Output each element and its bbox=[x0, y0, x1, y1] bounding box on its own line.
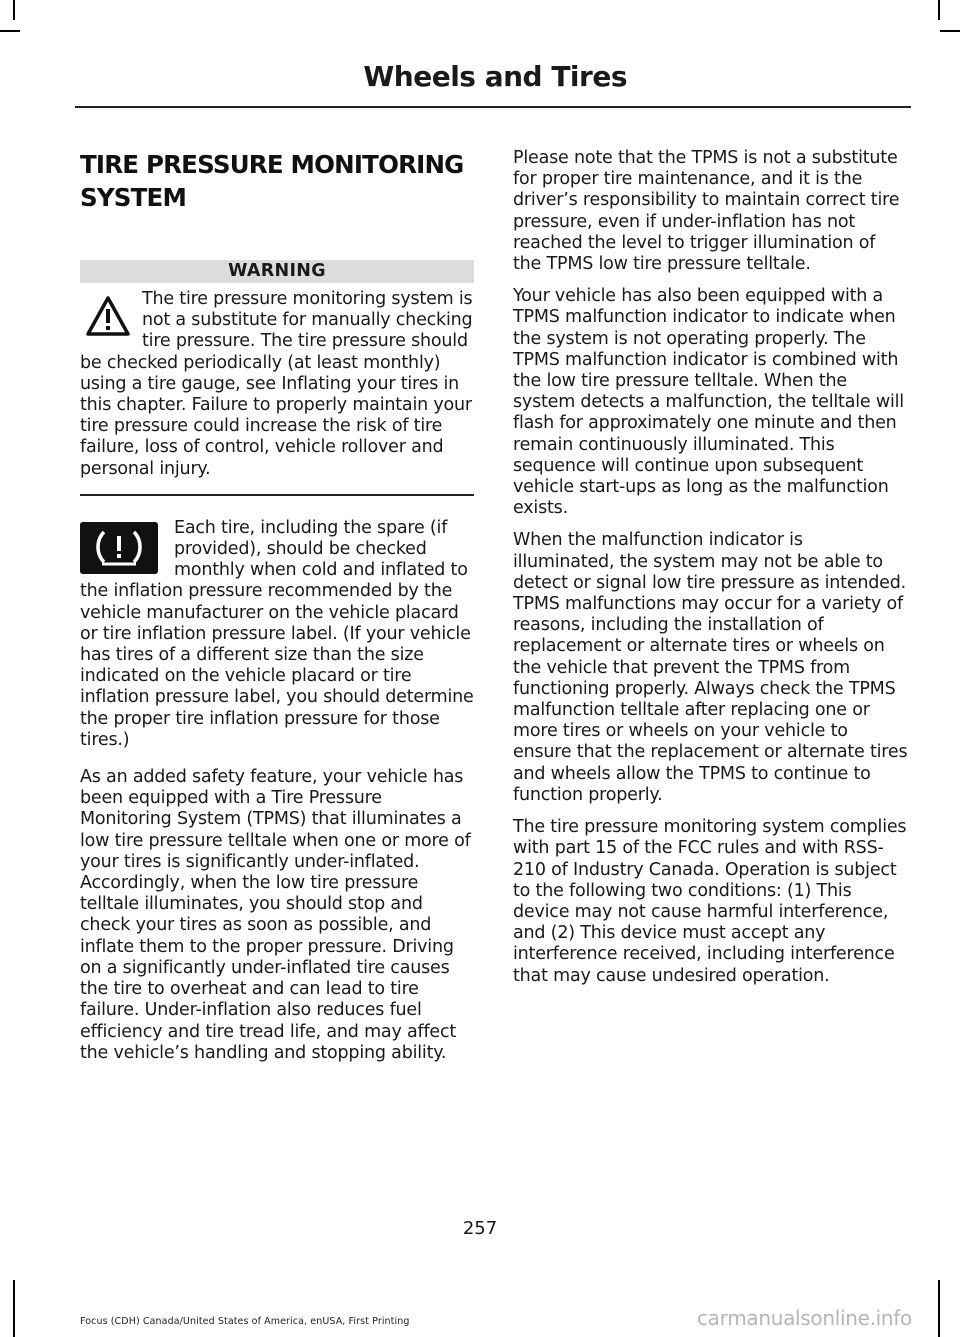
left-column bbox=[80, 148, 474, 1064]
crop-mark bbox=[13, 1280, 15, 1337]
warning-divider bbox=[80, 494, 474, 496]
page-header-title: Wheels and Tires bbox=[363, 60, 627, 93]
paragraph: As an added safety feature, your vehicle has been equipped with a Tire Pressure Monitoring System (TPMS) that illuminates a low tire pressure telltale when one or more of your tires is significantly under-inflated. Accordingly, when the low tire pressure telltale illuminates, you should stop and check your tires as soon as possible, and inflate them to the proper pressure. Driving on a significantly under-inflated tire causes the tire to overheat and can lead to tire failure. Under-inflation also reduces fuel efficiency and tire tread life, and may affect the vehicle’s handling and stopping ability. bbox=[80, 767, 471, 1063]
tire-pressure-warning-icon bbox=[80, 522, 158, 574]
crop-mark bbox=[938, 0, 940, 20]
right-column bbox=[513, 148, 908, 987]
crop-mark bbox=[938, 1280, 940, 1337]
warning-label: WARNING bbox=[80, 260, 474, 283]
page-number: 257 bbox=[462, 1218, 498, 1239]
paragraph: Please note that the TPMS is not a substitute for proper tire maintenance, and it is the driver’s responsibility to maintain correct tire pressure, even if under-inflation has not reached the level to trigger illumination of the TPMS low tire pressure telltale. bbox=[513, 148, 900, 275]
crop-mark bbox=[0, 30, 20, 32]
watermark: carmanualsonline.info bbox=[696, 1306, 912, 1330]
tpms-indicator-text: Each tire, including the spare (if provided), should be checked monthly when cold and inflated to the inflation pressure recommended by the vehicle manufacturer on the vehicle placard or tire inflation pressure label. (If your vehicle has tires of a different size than the size indicated on the vehicle placard or tire inflation pressure label, you should determine the proper tire inflation pressure for those tires.) bbox=[80, 517, 474, 750]
warning-text: The tire pressure monitoring system is not a substitute for manually checking tire pressure. The tire pressure should be checked periodically (at least monthly) using a tire gauge, see Inflating your tires in this chapter. Failure to properly maintain your tire pressure could increase the risk of tire failure, loss of control, vehicle rollover and personal injury. bbox=[80, 289, 473, 479]
paragraph: Your vehicle has also been equipped with a TPMS malfunction indicator to indicate when the system is not operating properly. The TPMS malfunction indicator is combined with the low tire pressure telltale. When the system detects a malfunction, the telltale will flash for approximately one minute and then remain continuously illuminated. This sequence will continue upon subsequent vehicle start-ups as long as the malfunction exists. bbox=[513, 286, 904, 519]
paragraph: The tire pressure monitoring system complies with part 15 of the FCC rules and with RSS-210 of Industry Canada. Operation is subject to the following two conditions: (1) This device may not cause harmful interference, and (2) This device must accept any interference received, including interference that may cause undesired operation. bbox=[513, 817, 907, 986]
paragraph: When the malfunction indicator is illuminated, the system may not be able to detect or signal low tire pressure as intended. TPMS malfunctions may occur for a variety of reasons, including the installation of replacement or alternate tires or wheels on the vehicle that prevent the TPMS from functioning properly. Always check the TPMS malfunction telltale after replacing one or more tires or wheels on your vehicle to ensure that the replacement or alternate tires and wheels allow the TPMS to continue to function properly. bbox=[513, 530, 908, 805]
crop-mark bbox=[940, 30, 960, 32]
warning-box bbox=[80, 289, 474, 480]
section-title: TIRE PRESSURE MONITORING SYSTEM bbox=[80, 150, 464, 212]
footer-text: Focus (CDH) Canada/United States of America, enUSA, First Printing bbox=[80, 1316, 410, 1327]
tpms-indicator-block bbox=[80, 518, 474, 751]
warning-triangle-icon bbox=[86, 295, 130, 337]
crop-mark bbox=[13, 0, 15, 20]
header-divider bbox=[75, 106, 911, 108]
